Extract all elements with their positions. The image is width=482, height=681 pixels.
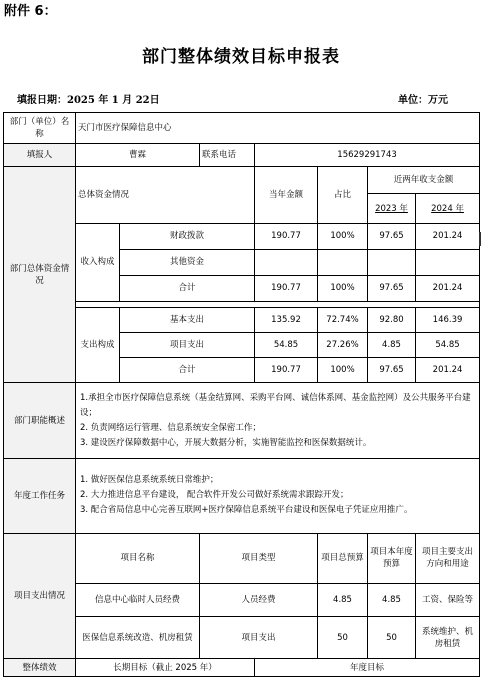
col-current: 当年金额	[255, 167, 318, 223]
basic-current: 135.92	[255, 308, 318, 333]
project-purpose: 系统维护、机房租赁	[416, 617, 480, 659]
col-ratio: 占比	[318, 167, 368, 223]
project-purpose-header: 项目主要支出方向和用途	[416, 533, 480, 583]
project-year: 4.85	[368, 583, 416, 616]
other-current	[255, 249, 318, 275]
project-year-header: 项目本年度预算	[368, 533, 416, 583]
phone-label: 联系电话	[200, 144, 255, 167]
table-row	[4, 583, 480, 616]
income-label: 收入构成	[76, 223, 120, 301]
long-term-goal-header: 长期目标（截止 2025 年）	[76, 659, 255, 677]
other-funds-label: 其他资金	[120, 249, 255, 275]
annex-label: 附件 6：	[4, 4, 57, 19]
project-purpose: 工资、保险等	[416, 583, 480, 616]
expense-total-2023: 97.65	[368, 358, 416, 383]
basic-row	[4, 308, 480, 333]
other-2024	[416, 249, 480, 275]
fiscal-2024: 201.24	[416, 223, 480, 249]
duty-line: 3. 建设医疗保障数据中心，开展大数据分析，实施智能监控和医保数据统计。	[80, 437, 372, 448]
income-total-current: 190.77	[255, 275, 318, 301]
unit-label: 单位：万元	[398, 95, 448, 106]
fiscal-current: 190.77	[255, 223, 318, 249]
phone-value: 15629291743	[255, 144, 480, 167]
funds-section-label: 部门总体资金情况	[4, 167, 76, 383]
performance-table	[3, 112, 480, 677]
expense-total-label: 合计	[120, 358, 255, 383]
overall-funds-label: 总体资金情况	[76, 167, 255, 223]
project-name: 医保信息系统改造、机房租赁	[76, 617, 200, 659]
duties-label: 部门职能概述	[4, 383, 76, 458]
year-2023: 2023 年	[368, 194, 416, 223]
project-type: 人员经费	[200, 583, 318, 616]
dept-label: 部门（单位）名称	[4, 113, 76, 144]
income-total-2024: 201.24	[416, 275, 480, 301]
year-2024: 2024 年	[416, 194, 480, 223]
other-ratio	[318, 249, 368, 275]
basic-2023: 92.80	[368, 308, 416, 333]
project-exp-label: 项目支出	[120, 333, 255, 358]
fiscal-label: 财政拨款	[120, 223, 255, 249]
project-type-header: 项目类型	[200, 533, 318, 583]
expense-total-current: 190.77	[255, 358, 318, 383]
goals-row	[4, 659, 480, 677]
project-exp-2024: 54.85	[416, 333, 480, 358]
project-total-header: 项目总预算	[318, 533, 368, 583]
tasks-label: 年度工作任务	[4, 458, 76, 533]
income-total-2023: 97.65	[368, 275, 416, 301]
duties-text	[76, 383, 480, 458]
dept-row	[4, 113, 480, 144]
basic-label: 基本支出	[120, 308, 255, 333]
project-header-row	[4, 533, 480, 583]
project-exp-ratio: 27.26%	[318, 333, 368, 358]
filler-label: 填报人	[4, 144, 76, 167]
annual-goal-header: 年度目标	[255, 659, 480, 677]
expense-total-ratio: 100%	[318, 358, 368, 383]
expense-total-2024: 201.24	[416, 358, 480, 383]
basic-ratio: 72.74%	[318, 308, 368, 333]
goals-label: 整体绩效	[4, 659, 76, 677]
income-total-label: 合计	[120, 275, 255, 301]
income-total-ratio: 100%	[318, 275, 368, 301]
funds-header-row	[4, 167, 480, 194]
fiscal-row	[4, 223, 480, 249]
duty-line: 2. 负责网络运行管理、信息系统安全保密工作；	[80, 422, 261, 433]
basic-2024: 146.39	[416, 308, 480, 333]
project-exp-current: 54.85	[255, 333, 318, 358]
project-type: 项目支出	[200, 617, 318, 659]
duty-line: 1.承担全市医疗保障信息系统（基金结算网、采购平台网、诚信体系网、基金监控网）及公共服务平台建设；	[80, 392, 471, 418]
fiscal-ratio: 100%	[318, 223, 368, 249]
project-name-header: 项目名称	[76, 533, 200, 583]
tasks-row	[4, 458, 480, 533]
project-exp-2023: 4.85	[368, 333, 416, 358]
duties-row	[4, 383, 480, 458]
fill-date: 填报日期：2025 年 1 月 22日	[17, 95, 160, 106]
task-line: 3. 配合省局信息中心完善互联网+医疗保障信息系统平台建设和医保电子凭证应用推广。	[80, 505, 413, 516]
project-total: 4.85	[318, 583, 368, 616]
expense-label: 支出构成	[76, 308, 120, 383]
projects-label: 项目支出情况	[4, 533, 76, 658]
project-total: 50	[318, 617, 368, 659]
table-row	[4, 617, 480, 659]
tasks-text	[76, 458, 480, 533]
filler-row	[4, 144, 480, 167]
task-line: 1. 做好医保信息系统系统日常维护；	[80, 475, 219, 486]
task-line: 2. 大力推进信息平台建设， 配合软件开发公司做好系统需求跟踪开发；	[80, 490, 349, 501]
fiscal-2023: 97.65	[368, 223, 416, 249]
scroll-marker	[479, 232, 481, 246]
project-name: 信息中心临时人员经费	[76, 583, 200, 616]
other-2023	[368, 249, 416, 275]
page-title: 部门整体绩效目标申报表	[142, 47, 340, 67]
dept-name: 天门市医疗保障信息中心	[76, 113, 480, 144]
project-year: 50	[368, 617, 416, 659]
filler-name: 曹霖	[76, 144, 200, 167]
col-recent: 近两年收支金额	[368, 167, 480, 194]
